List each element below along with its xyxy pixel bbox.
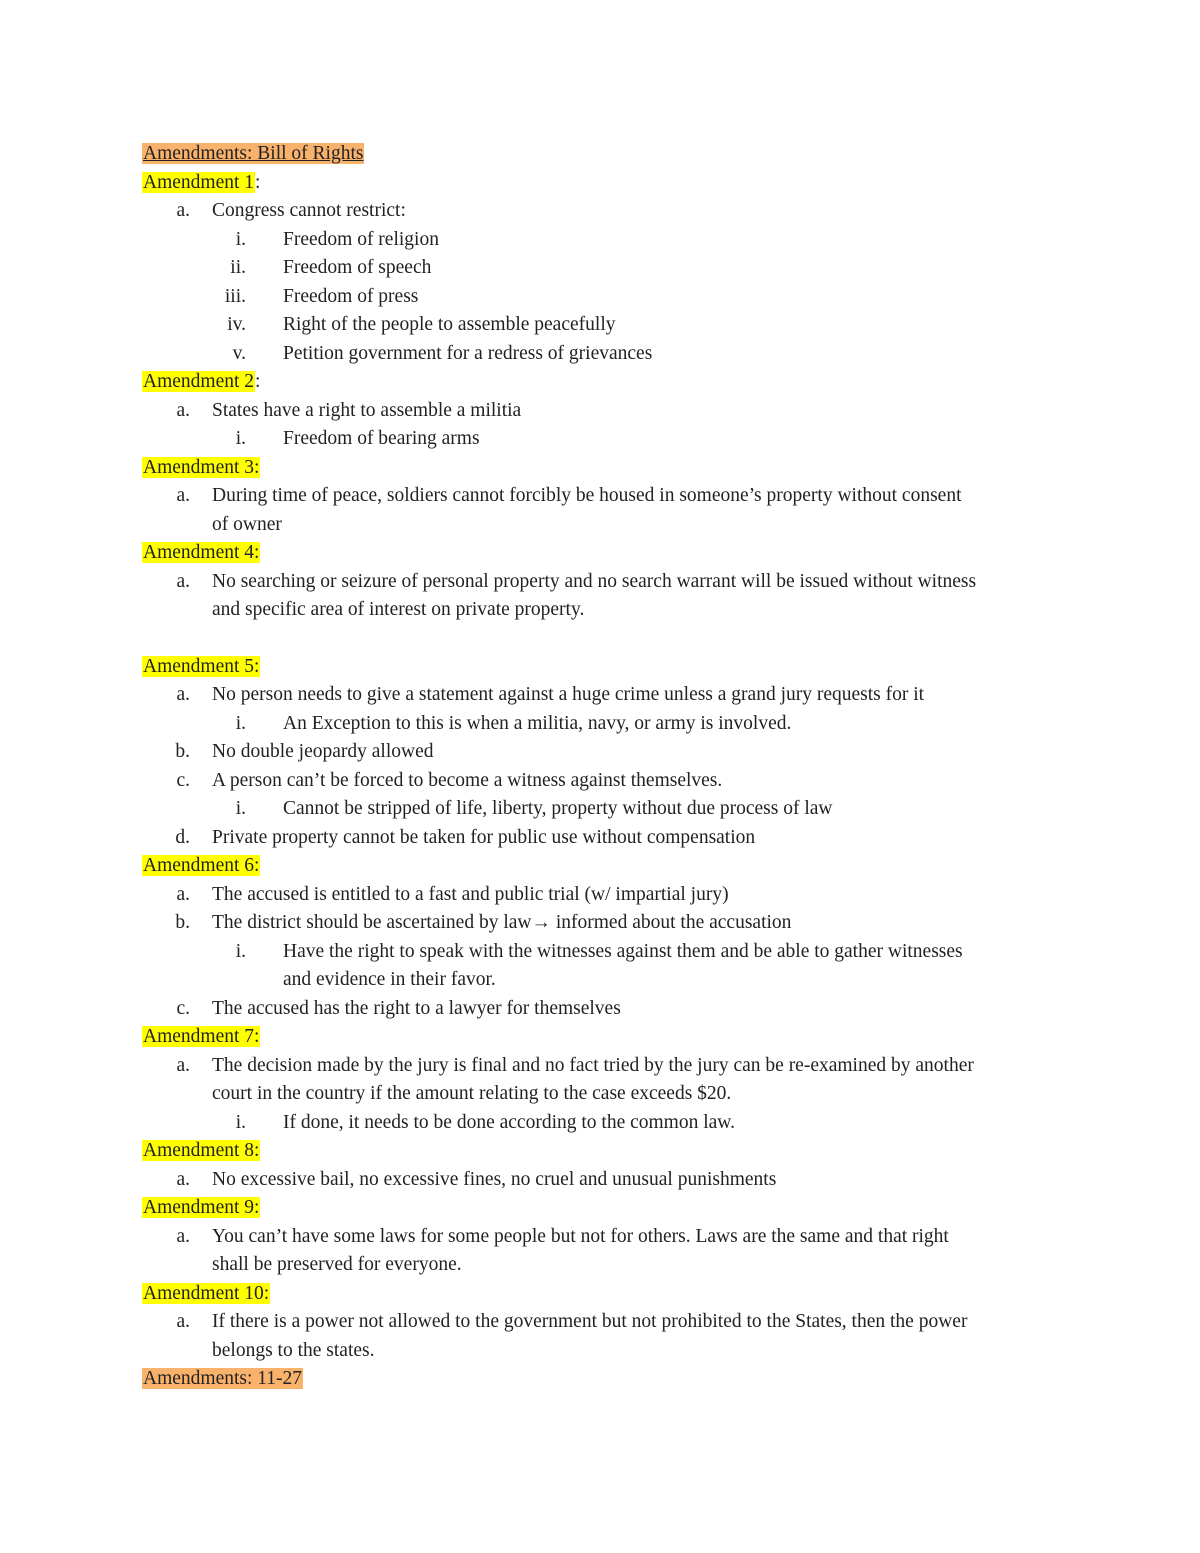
amendment-heading: Amendment 3: [143,456,260,478]
sub-list-marker: i. [235,228,246,250]
list-marker: c. [176,997,190,1019]
sub-list-item-text: If done, it needs to be done according to the common law. [283,1111,735,1133]
sub-list-item-text: and evidence in their favor. [283,969,496,990]
sub-list-item-text: Freedom of religion [283,228,439,250]
list-item-text: and specific area of interest on private property. [212,599,585,620]
amendment-heading-line [142,1138,260,1164]
sub-list-item-text: Right of the people to assemble peacefully [283,314,616,335]
sub-list-marker: i. [235,428,246,449]
heading-suffix: : [255,371,261,392]
list-marker: a. [176,1225,190,1247]
list-marker: a. [176,200,190,221]
list-item-text: No searching or seizure of personal property and no search warrant will be issued without witness [212,570,977,592]
sub-list-item-text: Cannot be stripped of life, liberty, property without due process of law [283,798,833,819]
list-marker: a. [176,883,190,905]
list-marker: a. [176,485,190,506]
list-item-text: The accused is entitled to a fast and public trial (w/ impartial jury) [212,883,729,905]
sub-list-marker: v. [232,342,246,364]
sub-list-item-text: Petition government for a redress of grievances [283,342,653,364]
list-item-text: The accused has the right to a lawyer for themselves [212,997,621,1019]
sub-list-marker: i. [235,712,246,734]
list-marker: a. [176,399,190,421]
sub-list-marker: i. [235,940,246,962]
amendment-heading: Amendment 7: [143,1026,260,1047]
list-marker: b. [175,912,190,933]
sub-list-item-text: Freedom of speech [283,257,432,278]
list-marker: c. [176,769,190,791]
amendment-heading-line [142,540,260,566]
list-item-text: Private property cannot be taken for public use without compensation [212,826,756,848]
sub-list-item-text: Freedom of press [283,285,419,307]
document-title-line [142,141,364,167]
amendment-heading: Amendment 10: [143,1282,270,1304]
list-item-text: The decision made by the jury is final and no fact tried by the jury can be re-examined by another [212,1054,974,1076]
amendment-heading: Amendment 5: [143,655,260,677]
amendment-heading-line [142,1281,270,1307]
list-item-text: During time of peace, soldiers cannot forcibly be housed in someone’s property without consent [212,485,962,506]
amendment-heading: Amendment 9: [143,1197,260,1218]
amendment-heading: Amendment 6: [143,855,260,876]
sub-list-item-text: Have the right to speak with the witnesses against them and be able to gather witnesses [283,940,963,962]
sub-list-marker: ii. [230,257,246,278]
list-marker: a. [176,1168,190,1190]
sub-list-marker: i. [235,798,246,819]
sub-list-item-text: Freedom of bearing arms [283,428,480,449]
list-marker: a. [176,684,190,705]
list-item-text: No double jeopardy allowed [212,741,434,762]
heading-suffix: : [255,171,261,193]
amendments-11-27-heading-line [142,1366,303,1392]
list-item-text: No excessive bail, no excessive fines, no cruel and unusual punishments [212,1168,777,1190]
amendment-heading-line [142,654,260,680]
list-item-text: of owner [212,513,282,535]
list-item-text: You can’t have some laws for some people but not for others. Laws are the same and that right [212,1225,949,1247]
amendment-heading-line [142,369,260,395]
amendment-heading-line [142,170,260,196]
amendment-heading: Amendment 8: [143,1140,260,1161]
sub-list-marker: iv. [227,314,246,335]
list-item-text: If there is a power not allowed to the government but not prohibited to the States, then the power [212,1311,968,1332]
list-item-text: No person needs to give a statement against a huge crime unless a grand jury requests for it [212,684,925,705]
list-marker: a. [176,570,190,592]
amendment-heading-line [142,853,260,879]
amendment-heading: Amendment 1 [143,171,255,193]
amendment-heading: Amendment 2 [143,371,255,392]
amendment-heading-line [142,1195,260,1221]
list-item-text: belongs to the states. [212,1339,375,1361]
list-marker: a. [176,1311,190,1332]
sub-list-item-text: An Exception to this is when a militia, navy, or army is involved. [283,712,792,734]
list-item-text: court in the country if the amount relating to the case exceeds $20. [212,1083,732,1104]
list-item-text: States have a right to assemble a militia [212,399,522,421]
list-marker: a. [176,1054,190,1076]
sub-list-marker: i. [235,1111,246,1133]
list-marker: b. [175,741,190,762]
list-item-text: Congress cannot restrict: [212,200,406,221]
list-item-text: shall be preserved for everyone. [212,1254,462,1275]
amendment-heading-line [142,1024,260,1050]
list-item-text: A person can’t be forced to become a witness against themselves. [212,769,723,791]
sub-list-marker: iii. [224,285,246,307]
list-item-text: The district should be ascertained by law→ informed about the accusation [212,912,792,933]
document-title: Amendments: Bill of Rights [143,143,364,164]
list-marker: d. [175,826,190,848]
amendment-heading: Amendment 4: [143,542,260,563]
amendment-heading-line [142,455,260,481]
amendments-11-27-heading: Amendments: 11-27 [143,1368,303,1389]
